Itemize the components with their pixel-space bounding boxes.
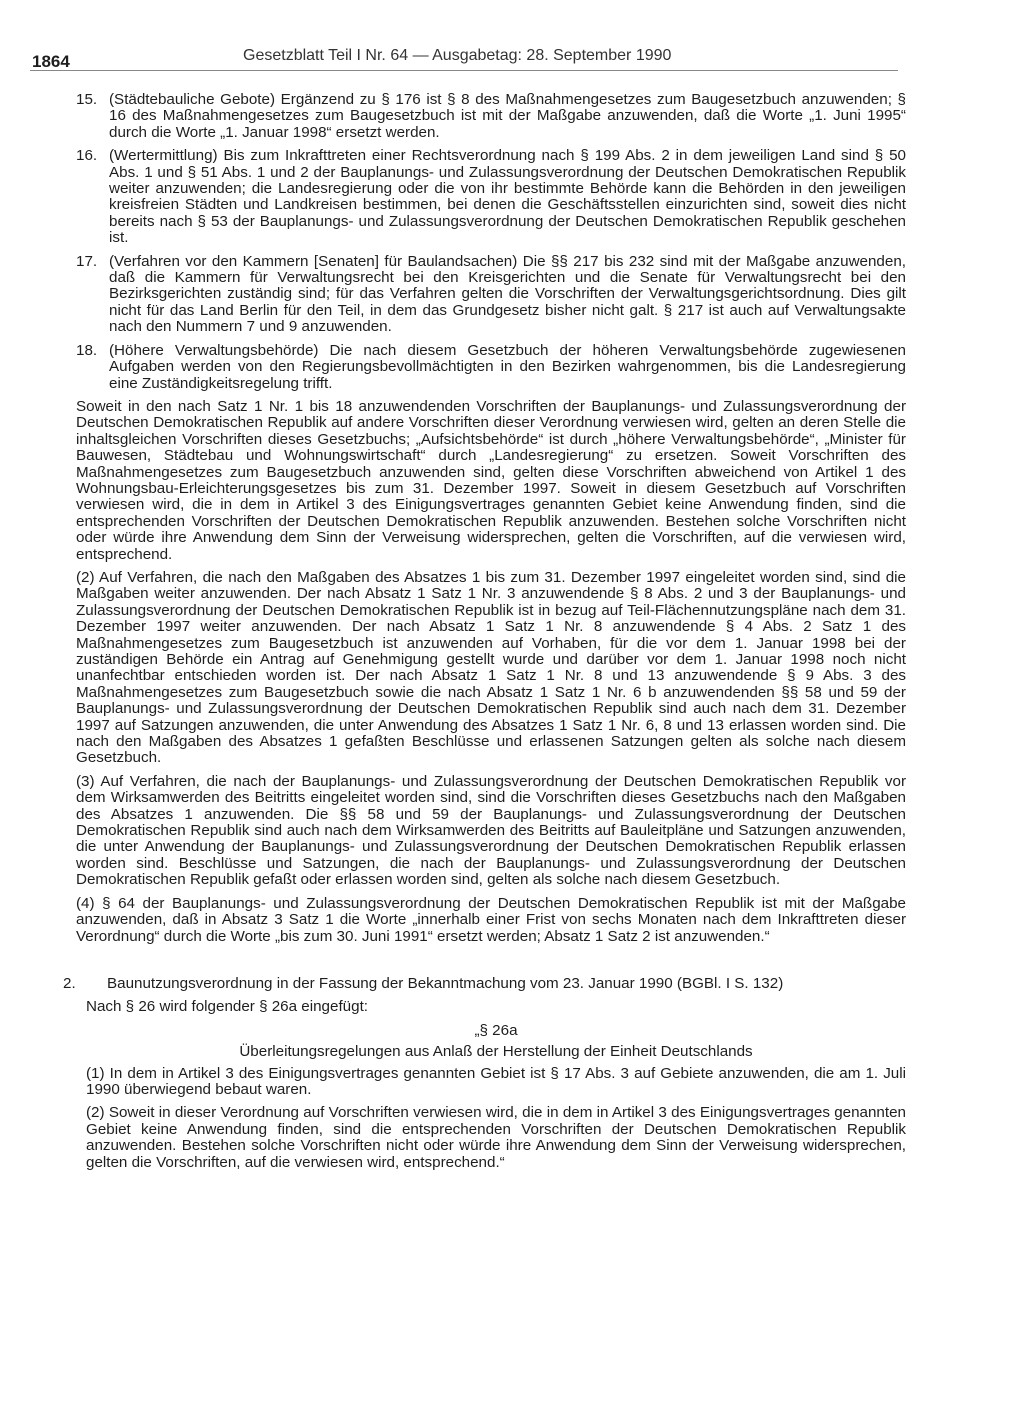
section-reference: „§ 26a — [474, 1021, 518, 1039]
item-number: 18. — [76, 341, 98, 359]
body-paragraph: Soweit in den nach Satz 1 Nr. 1 bis 18 anzuwendenden Vorschriften der Bauplanungs- und Zulassungsverordnung der Deutschen Demokratischen Republik auf andere Vorschriften dieser Verordnung verwiesen wird, gelten an deren Stelle die inhaltsgleichen Vorschriften dieses Gesetzbuchs; „Aufsichtsbehörde“ ist durch „höhere Verwaltungsbehörde“, „Minister für Bauwesen, Städtebau und Wohnungswirtschaft“ durch „Landesregierung“ zu ersetzen. Soweit Vorschriften des Maßnahmengesetzes zum Baugesetzbuch anzuwenden sind, gelten diese Vorschriften abweichend von Artikel 1 des Wohnungsbau-Erleichterungsgesetzes bis zum 31. Dezember 1997. Soweit in diesem Gesetzbuch auf Vorschriften verwiesen wird, die in dem in Artikel 3 des Einigungsvertrages genannten Gebiet keine Anwendung finden, sind die entsprechenden Vorschriften der Deutschen Demokratischen Republik anzuwenden. Bestehen solche Vorschriften nicht oder würde ihre Anwendung dem Sinn der Verweisung widersprechen, gelten die Vorschriften, auf die verwiesen wird, entsprechend. — [76, 397, 906, 563]
body-paragraph: (1) In dem in Artikel 3 des Einigungsvertrages genannten Gebiet ist § 17 Abs. 3 auf Gebiete anzuwenden, die am 1. Juli 1990 überwiegend bebaut waren. — [86, 1064, 906, 1098]
document-body — [63, 91, 906, 1178]
body-paragraph: (4) § 64 der Bauplanungs- und Zulassungsverordnung der Deutschen Demokratischen Republik ist mit der Maßgabe anzuwenden, daß in Absatz 3 Satz 1 die Worte „innerhalb einer Frist von sechs Monaten nach dem Inkrafttreten dieser Verordnung“ durch die Worte „bis zum 30. Juni 1991“ ersetzt werden; Absatz 1 Satz 2 ist anzuwenden.“ — [76, 894, 906, 945]
item-text: (Höhere Verwaltungsbehörde) Die nach diesem Gesetzbuch der höheren Verwaltungsbehörde zugewiesenen Aufgaben werden von den Regierungsbevollmächtigten in den Bezirken wahrgenommen, bis die Landesregierung eine Zuständigkeitsregelung trifft. — [109, 341, 906, 392]
item-text: (Wertermittlung) Bis zum Inkrafttreten einer Rechtsverordnung nach § 199 Abs. 2 in dem jeweiligen Land sind § 50 Abs. 1 und § 51 Abs. 1 und 2 der Bauplanungs- und Zulassungsverordnung der Deutschen Demokratischen Republik weiter anzuwenden; die Landesregierung oder die von ihr bestimmte Behörde kann die Behörden in den jeweiligen kreisfreien Städten und Landkreisen bestimmen, bei denen die Geschäftsstellen einzurichten sind, soweit dies nicht bereits nach § 53 der Bauplanungs- und Zulassungsverordnung der Deutschen Demokratischen Republik geschehen ist. — [109, 147, 906, 247]
item-number: 2. — [63, 974, 76, 992]
item-number: 16. — [76, 147, 98, 165]
body-paragraph: (2) Soweit in dieser Verordnung auf Vorschriften verwiesen wird, die in dem in Artikel 3 des Einigungsvertrages genannten Gebiet keine Anwendung finden, sind die entsprechenden Vorschriften der Deutschen Demokratischen Republik anzuwenden. Bestehen solche Vorschriften nicht oder würde ihre Anwendung dem Sinn der Verweisung widersprechen, gelten die Vorschriften, auf die verwiesen wird, entsprechend.“ — [86, 1104, 906, 1171]
section-heading: Überleitungsregelungen aus Anlaß der Herstellung der Einheit Deutschlands — [239, 1043, 753, 1061]
page-number: 1864 — [32, 52, 70, 71]
body-paragraph: (3) Auf Verfahren, die nach der Bauplanungs- und Zulassungsverordnung der Deutschen Demokratischen Republik vor dem Wirksamwerden des Beitritts eingeleitet worden sind, sind die Vorschriften dieses Gesetzbuchs nach den Maßgaben des Absatzes 1 anzuwenden. Die §§ 58 und 59 der Bauplanungs- und Zulassungsverordnung der Deutschen Demokratischen Republik sind auch nach dem Wirksamwerden des Beitritts auf Bauleitpläne und Satzungen anzuwenden, die unter Anwendung der Bauplanungs- und Zulassungsverordnung der Deutschen Demokratischen Republik erlassen worden sind. Beschlüsse und Satzungen, die nach der Bauplanungs- und Zulassungsverordnung der Deutschen Demokratischen Republik gefaßt oder erlassen worden sind, gelten als solche nach diesem Gesetzbuch. — [76, 772, 906, 889]
header-title: Gesetzblatt Teil I Nr. 64 — Ausgabetag: 28. September 1990 — [243, 47, 672, 64]
list-item — [76, 92, 906, 141]
page-header — [30, 44, 898, 71]
body-paragraph: (2) Auf Verfahren, die nach den Maßgaben des Absatzes 1 bis zum 31. Dezember 1997 eingeleitet worden sind, sind die Maßgaben weiter anzuwenden. Der nach Absatz 1 Satz 1 Nr. 3 anzuwendende § 8 Abs. 2 und 3 der Bauplanungs- und Zulassungsverordnung der Deutschen Demokratischen Republik ist in bezug auf Teil-Flächennutzungspläne nach dem 31. Dezember 1997 weiter anzuwenden. Der nach Absatz 1 Satz 1 Nr. 8 anzuwendende § 4 Abs. 2 Satz 1 des Maßnahmengesetzes zum Baugesetzbuch ist anzuwenden auf Vorhaben, für die vor dem 1. Januar 1998 bei der zuständigen Behörde ein Antrag auf Genehmigung gestellt wurde und darüber vor dem 1. Januar 1998 noch nicht unanfechtbar entschieden worden ist. Der nach Absatz 1 Satz 1 Nr. 8 und 13 anzuwendende § 9 Abs. 3 des Maßnahmengesetzes zum Baugesetzbuch sowie die nach Absatz 1 Satz 1 Nr. 6 b anzuwendenden §§ 58 und 59 der Bauplanungs- und Zulassungsverordnung der Deutschen Demokratischen Republik sind auch nach dem 31. Dezember 1997 auf Satzungen anzuwenden, die unter Anwendung des Absatzes 1 Satz 1 Nr. 6, 8 und 13 erlassen worden sind. Die nach den Maßgaben des Absatzes 1 gefaßten Beschlüsse und erlassenen Satzungen gelten als solche nach diesem Gesetzbuch. — [76, 568, 906, 767]
item-number: 15. — [76, 91, 98, 108]
list-item — [76, 254, 906, 336]
item-number: 17. — [76, 252, 98, 270]
section-intro: Nach § 26 wird folgender § 26a eingefügt: — [86, 998, 369, 1016]
section-title: Baunutzungsverordnung in der Fassung der Bekanntmachung vom 23. Januar 1990 (BGBl. I S. 132) — [107, 974, 784, 992]
item-text: (Verfahren vor den Kammern [Senaten] für Baulandsachen) Die §§ 217 bis 232 sind mit der Maßgabe anzuwenden, daß die Kammern für Verwaltungsrecht bei den Kreisgerichten und die Senate für Verwaltungsrecht bei den Bezirksgerichten zuständig sind; für das Verfahren gelten die Vorschriften der Verwaltungsgerichtsordnung. Dies gilt nicht für das Land Berlin für den Teil, in dem das Grundgesetz bisher nicht galt. § 217 ist auch auf Verwaltungsakte nach den Nummern 7 und 9 anzuwenden. — [109, 252, 906, 336]
list-item — [76, 148, 906, 246]
section-item — [63, 976, 906, 992]
list-item — [76, 343, 906, 392]
item-text: (Städtebauliche Gebote) Ergänzend zu § 176 ist § 8 des Maßnahmengesetzes zum Baugesetzbuch anzuwenden; § 16 des Maßnahmengesetzes zum Baugesetzbuch ist mit der Maßgabe anzuwenden, daß die Worte „1. Juni 1995“ durch die Worte „1. Januar 1998“ ersetzt werden. — [109, 91, 906, 141]
